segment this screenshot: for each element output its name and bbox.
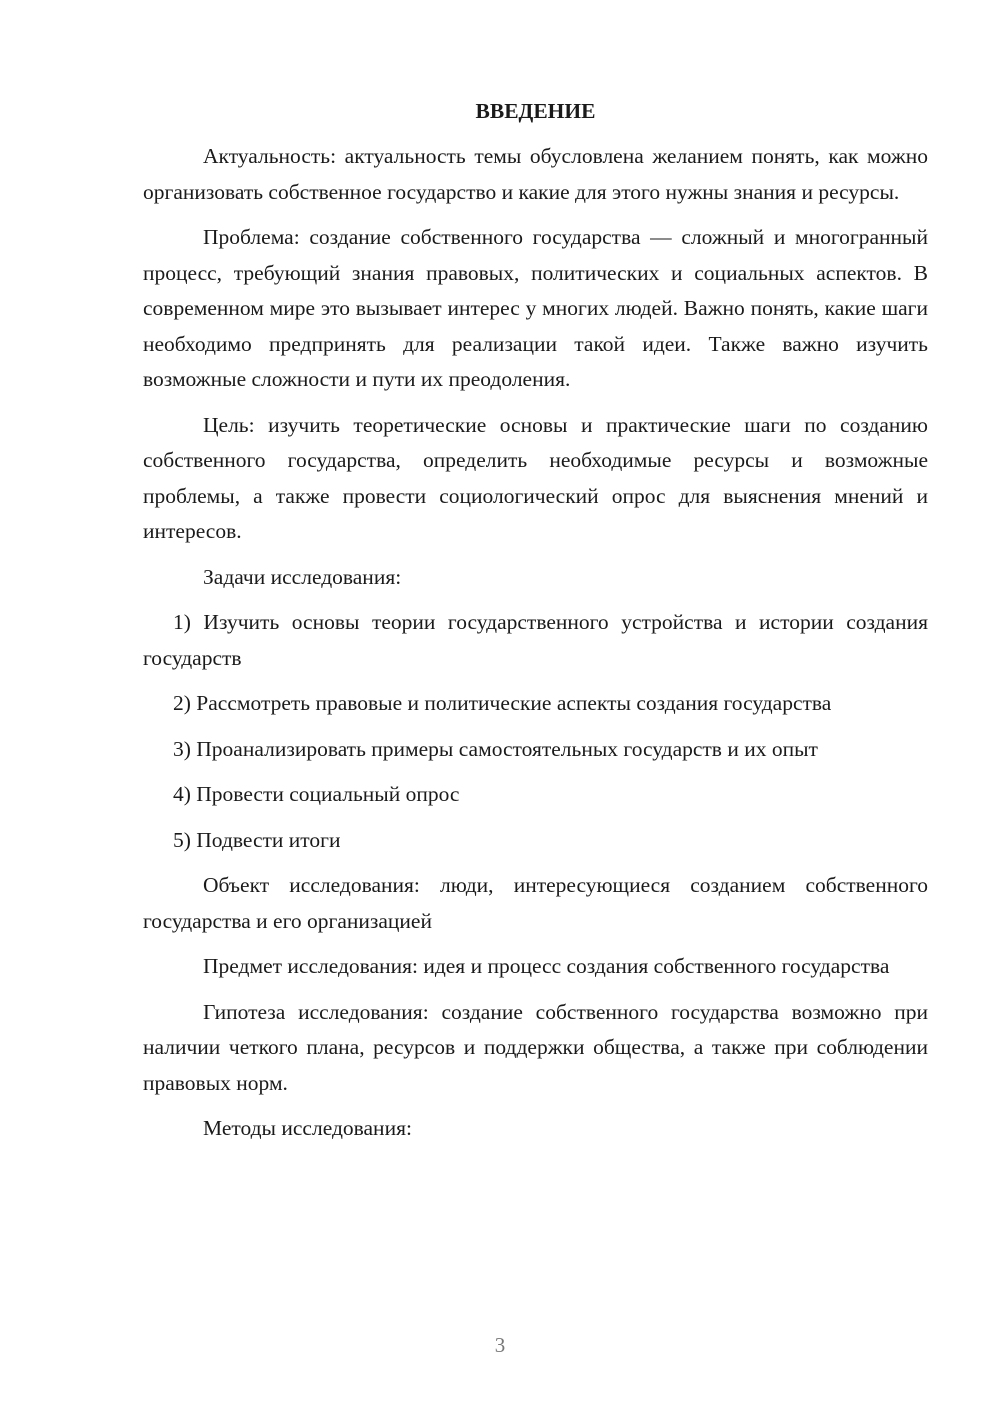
- methods-heading: Методы исследования:: [203, 1116, 412, 1140]
- task-item: 5) Подвести итоги: [173, 827, 341, 852]
- section-heading: ВВЕДЕНИЕ: [475, 99, 596, 123]
- task-item: 1) Изучить основы теории государственного устройства и истории создания государств: [143, 610, 928, 670]
- task-item: 3) Проанализировать примеры самостоятельных государств и их опыт: [173, 736, 818, 761]
- page-number: 3: [494, 1333, 506, 1357]
- tasks-heading: Задачи исследования:: [203, 564, 402, 589]
- problem-paragraph: Проблема: создание собственного государства — сложный и многогранный процесс, требующий знания правовых, политических и социальных аспектов. В современном мире это вызывает интерес у многих людей. Важно понять, какие шаги необходимо предпринять для реализации такой идеи. Также важно изучить возможные сложности и пути их преодоления.: [143, 225, 928, 391]
- page-content: [143, 93, 928, 1157]
- task-item: 2) Рассмотреть правовые и политические аспекты создания государства: [173, 691, 832, 715]
- relevance-paragraph: Актуальность: актуальность темы обусловлена желанием понять, как можно организовать собственное государство и какие для этого нужны знания и ресурсы.: [143, 144, 928, 204]
- hypothesis-paragraph: Гипотеза исследования: создание собственного государства возможно при наличии четкого плана, ресурсов и поддержки общества, а также при соблюдении правовых норм.: [143, 999, 928, 1095]
- subject-paragraph: Предмет исследования: идея и процесс создания собственного государства: [203, 954, 890, 978]
- goal-paragraph: Цель: изучить теоретические основы и практические шаги по созданию собственного государства, определить необходимые ресурсы и возможные проблемы, а также провести социологический опрос для выяснения мнений и интересов.: [143, 412, 928, 543]
- object-paragraph: Объект исследования: люди, интересующиеся созданием собственного государства и его организацией: [143, 873, 928, 933]
- task-item: 4) Провести социальный опрос: [173, 782, 460, 806]
